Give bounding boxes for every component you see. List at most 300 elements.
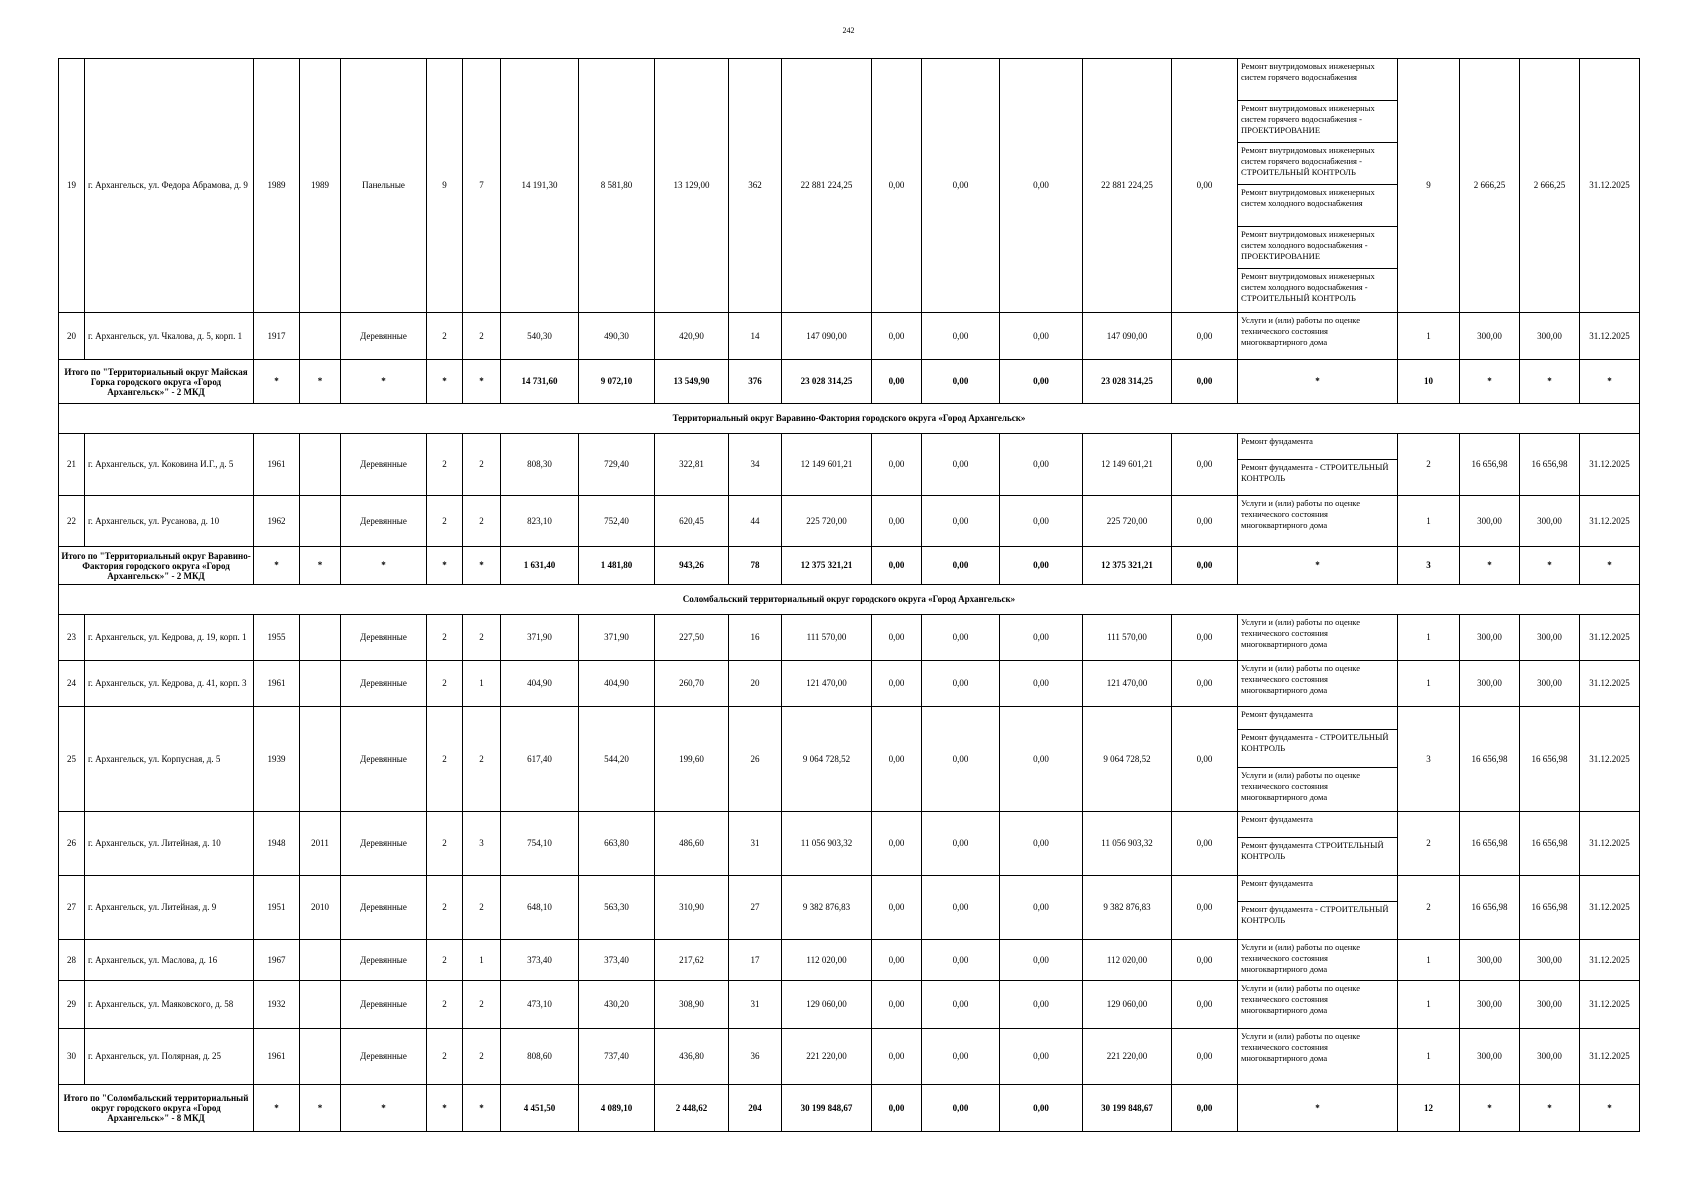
cell-unit1: 300,00 — [1460, 615, 1520, 661]
cell-f-reg: 0,00 — [922, 940, 1000, 981]
cell-work-type: Ремонт внутридомовых инженерных систем холодного водоснабжения - ПРОЕКТИРОВАНИЕ — [1238, 227, 1398, 269]
cell-f-owners: 9 064 728,52 — [1083, 707, 1172, 812]
cell-area-living: 199,60 — [655, 707, 729, 812]
cell-f-reg: 0,00 — [922, 313, 1000, 360]
cell-entrances: 2 — [463, 496, 501, 547]
subtotal-row — [59, 547, 1640, 585]
cell-unit1: 300,00 — [1460, 1029, 1520, 1085]
cell-cost-total: 111 570,00 — [782, 615, 872, 661]
subtotal-row — [59, 360, 1640, 404]
subtotal-f-fund: 0,00 — [872, 1085, 922, 1132]
cell-f-other: 0,00 — [1172, 940, 1238, 981]
subtotal-f-other: 0,00 — [1172, 1085, 1238, 1132]
cell-f-mun: 0,00 — [1000, 812, 1083, 876]
cell-material: Панельные — [341, 59, 427, 313]
subtotal-f2: * — [300, 360, 341, 404]
cell-area-living: 260,70 — [655, 661, 729, 707]
cell-n: 22 — [59, 496, 85, 547]
cell-f-mun: 0,00 — [1000, 615, 1083, 661]
cell-f-fund: 0,00 — [872, 496, 922, 547]
cell-area-living: 308,90 — [655, 981, 729, 1029]
cell-cost-total: 22 881 224,25 — [782, 59, 872, 313]
cell-date: 31.12.2025 — [1580, 661, 1640, 707]
cell-area-total: 754,10 — [501, 812, 579, 876]
cell-n: 29 — [59, 981, 85, 1029]
cell-f-other: 0,00 — [1172, 496, 1238, 547]
cell-f-other: 0,00 — [1172, 707, 1238, 812]
cell-unit1: 300,00 — [1460, 661, 1520, 707]
subtotal-residents: 376 — [729, 360, 782, 404]
cell-area-premises: 430,20 — [579, 981, 655, 1029]
cell-year-repair — [300, 313, 341, 360]
cell-work-type: Ремонт фундамента - СТРОИТЕЛЬНЫЙ КОНТРОЛЬ — [1238, 902, 1398, 940]
cell-date: 31.12.2025 — [1580, 615, 1640, 661]
cell-area-premises: 404,90 — [579, 661, 655, 707]
cell-residents: 17 — [729, 940, 782, 981]
cell-f-mun: 0,00 — [1000, 981, 1083, 1029]
cell-work-type: Ремонт фундамента - СТРОИТЕЛЬНЫЙ КОНТРОЛЬ — [1238, 460, 1398, 496]
cell-work-type: Ремонт внутридомовых инженерных систем горячего водоснабжения - ПРОЕКТИРОВАНИЕ — [1238, 101, 1398, 143]
subtotal-f3: * — [341, 360, 427, 404]
subtotal-f4: * — [427, 1085, 463, 1132]
subtotal-unit1: * — [1460, 1085, 1520, 1132]
cell-area-premises: 490,30 — [579, 313, 655, 360]
cell-f-owners: 121 470,00 — [1083, 661, 1172, 707]
cell-f-owners: 225 720,00 — [1083, 496, 1172, 547]
cell-residents: 27 — [729, 876, 782, 940]
cell-count: 2 — [1398, 434, 1460, 496]
cell-year-repair — [300, 434, 341, 496]
cell-floors: 9 — [427, 59, 463, 313]
cell-unit2: 300,00 — [1520, 981, 1580, 1029]
cell-area-total: 14 191,30 — [501, 59, 579, 313]
cell-unit2: 16 656,98 — [1520, 876, 1580, 940]
subtotal-unit2: * — [1520, 547, 1580, 585]
subtotal-area-living: 2 448,62 — [655, 1085, 729, 1132]
cell-work-type: Услуги и (или) работы по оценке технического состояния многоквартирного дома — [1238, 313, 1398, 360]
subtotal-label: Итого по "Соломбальский территориальный округ городского округа «Город Архангельск»" - 8 МКД — [59, 1085, 254, 1132]
cell-year-built: 1917 — [254, 313, 300, 360]
cell-unit1: 16 656,98 — [1460, 876, 1520, 940]
cell-year-repair: 2011 — [300, 812, 341, 876]
cell-f-other: 0,00 — [1172, 876, 1238, 940]
subtotal-count: 3 — [1398, 547, 1460, 585]
cell-material: Деревянные — [341, 496, 427, 547]
table-row — [59, 876, 1640, 902]
cell-date: 31.12.2025 — [1580, 940, 1640, 981]
cell-unit1: 300,00 — [1460, 981, 1520, 1029]
cell-material: Деревянные — [341, 940, 427, 981]
cell-area-total: 808,60 — [501, 1029, 579, 1085]
cell-f-other: 0,00 — [1172, 59, 1238, 313]
cell-address: г. Архангельск, ул. Федора Абрамова, д. 9 — [85, 59, 254, 313]
cell-f-mun: 0,00 — [1000, 876, 1083, 940]
capital-repair-table — [58, 58, 1640, 1132]
cell-unit2: 300,00 — [1520, 1029, 1580, 1085]
cell-work-type: Услуги и (или) работы по оценке технического состояния многоквартирного дома — [1238, 940, 1398, 981]
cell-material: Деревянные — [341, 1029, 427, 1085]
cell-cost-total: 147 090,00 — [782, 313, 872, 360]
subtotal-cost-total: 23 028 314,25 — [782, 360, 872, 404]
subtotal-f-other: 0,00 — [1172, 360, 1238, 404]
cell-cost-total: 112 020,00 — [782, 940, 872, 981]
cell-year-repair — [300, 940, 341, 981]
table-row — [59, 661, 1640, 707]
cell-n: 20 — [59, 313, 85, 360]
cell-residents: 34 — [729, 434, 782, 496]
cell-date: 31.12.2025 — [1580, 496, 1640, 547]
cell-unit2: 16 656,98 — [1520, 434, 1580, 496]
subtotal-f2: * — [300, 547, 341, 585]
subtotal-area-total: 14 731,60 — [501, 360, 579, 404]
cell-year-built: 1939 — [254, 707, 300, 812]
cell-work-type: Ремонт внутридомовых инженерных систем горячего водоснабжения — [1238, 59, 1398, 101]
cell-n: 25 — [59, 707, 85, 812]
table-row — [59, 981, 1640, 1029]
table-row — [59, 313, 1640, 360]
cell-count: 1 — [1398, 940, 1460, 981]
cell-area-total: 617,40 — [501, 707, 579, 812]
cell-cost-total: 12 149 601,21 — [782, 434, 872, 496]
cell-address: г. Архангельск, ул. Литейная, д. 9 — [85, 876, 254, 940]
cell-year-repair — [300, 707, 341, 812]
cell-residents: 16 — [729, 615, 782, 661]
cell-residents: 26 — [729, 707, 782, 812]
cell-material: Деревянные — [341, 434, 427, 496]
cell-unit2: 16 656,98 — [1520, 707, 1580, 812]
page-number: 242 — [842, 26, 855, 35]
cell-count: 3 — [1398, 707, 1460, 812]
cell-year-repair — [300, 661, 341, 707]
subtotal-f-other: 0,00 — [1172, 547, 1238, 585]
subtotal-f5: * — [463, 360, 501, 404]
cell-work-type: Ремонт фундамента — [1238, 876, 1398, 902]
cell-material: Деревянные — [341, 707, 427, 812]
cell-material: Деревянные — [341, 981, 427, 1029]
cell-area-premises: 371,90 — [579, 615, 655, 661]
subtotal-unit1: * — [1460, 547, 1520, 585]
cell-work-type: Ремонт фундамента СТРОИТЕЛЬНЫЙ КОНТРОЛЬ — [1238, 838, 1398, 876]
cell-address: г. Архангельск, ул. Корпусная, д. 5 — [85, 707, 254, 812]
cell-address: г. Архангельск, ул. Коковина И.Г., д. 5 — [85, 434, 254, 496]
cell-n: 30 — [59, 1029, 85, 1085]
cell-work-type: Ремонт фундамента — [1238, 707, 1398, 730]
cell-f-reg: 0,00 — [922, 59, 1000, 313]
cell-year-built: 1932 — [254, 981, 300, 1029]
cell-address: г. Архангельск, ул. Русанова, д. 10 — [85, 496, 254, 547]
cell-n: 27 — [59, 876, 85, 940]
cell-material: Деревянные — [341, 661, 427, 707]
cell-date: 31.12.2025 — [1580, 313, 1640, 360]
cell-f-mun: 0,00 — [1000, 661, 1083, 707]
cell-entrances: 1 — [463, 661, 501, 707]
cell-unit2: 300,00 — [1520, 615, 1580, 661]
cell-entrances: 2 — [463, 434, 501, 496]
cell-area-living: 310,90 — [655, 876, 729, 940]
subtotal-area-total: 1 631,40 — [501, 547, 579, 585]
cell-year-repair — [300, 981, 341, 1029]
cell-year-repair — [300, 1029, 341, 1085]
cell-f-reg: 0,00 — [922, 876, 1000, 940]
cell-floors: 2 — [427, 434, 463, 496]
cell-f-mun: 0,00 — [1000, 496, 1083, 547]
cell-cost-total: 9 382 876,83 — [782, 876, 872, 940]
table-row — [59, 59, 1640, 101]
cell-year-built: 1948 — [254, 812, 300, 876]
subtotal-f1: * — [254, 547, 300, 585]
cell-date: 31.12.2025 — [1580, 1029, 1640, 1085]
cell-n: 28 — [59, 940, 85, 981]
cell-unit1: 300,00 — [1460, 940, 1520, 981]
cell-area-living: 227,50 — [655, 615, 729, 661]
table-row — [59, 496, 1640, 547]
cell-residents: 44 — [729, 496, 782, 547]
cell-unit1: 2 666,25 — [1460, 59, 1520, 313]
cell-area-premises: 737,40 — [579, 1029, 655, 1085]
cell-f-mun: 0,00 — [1000, 313, 1083, 360]
cell-f-reg: 0,00 — [922, 615, 1000, 661]
cell-f-owners: 22 881 224,25 — [1083, 59, 1172, 313]
cell-entrances: 2 — [463, 876, 501, 940]
cell-floors: 2 — [427, 707, 463, 812]
cell-unit1: 300,00 — [1460, 496, 1520, 547]
cell-f-fund: 0,00 — [872, 615, 922, 661]
cell-f-mun: 0,00 — [1000, 59, 1083, 313]
cell-area-premises: 752,40 — [579, 496, 655, 547]
cell-date: 31.12.2025 — [1580, 812, 1640, 876]
cell-floors: 2 — [427, 876, 463, 940]
subtotal-area-living: 13 549,90 — [655, 360, 729, 404]
subtotal-work: * — [1238, 360, 1398, 404]
cell-f-reg: 0,00 — [922, 661, 1000, 707]
cell-f-fund: 0,00 — [872, 59, 922, 313]
cell-date: 31.12.2025 — [1580, 59, 1640, 313]
cell-n: 19 — [59, 59, 85, 313]
subtotal-area-premises: 4 089,10 — [579, 1085, 655, 1132]
cell-unit2: 300,00 — [1520, 496, 1580, 547]
cell-unit2: 300,00 — [1520, 940, 1580, 981]
subtotal-f4: * — [427, 547, 463, 585]
cell-work-type: Услуги и (или) работы по оценке технического состояния многоквартирного дома — [1238, 615, 1398, 661]
cell-area-living: 322,81 — [655, 434, 729, 496]
subtotal-f1: * — [254, 1085, 300, 1132]
cell-f-fund: 0,00 — [872, 981, 922, 1029]
cell-f-owners: 112 020,00 — [1083, 940, 1172, 981]
subtotal-area-living: 943,26 — [655, 547, 729, 585]
cell-f-fund: 0,00 — [872, 812, 922, 876]
cell-area-total: 404,90 — [501, 661, 579, 707]
cell-count: 1 — [1398, 313, 1460, 360]
cell-work-type: Услуги и (или) работы по оценке технического состояния многоквартирного дома — [1238, 661, 1398, 707]
cell-f-other: 0,00 — [1172, 434, 1238, 496]
cell-residents: 20 — [729, 661, 782, 707]
subtotal-count: 10 — [1398, 360, 1460, 404]
cell-address: г. Архангельск, ул. Чкалова, д. 5, корп. 1 — [85, 313, 254, 360]
cell-area-total: 648,10 — [501, 876, 579, 940]
cell-area-premises: 663,80 — [579, 812, 655, 876]
cell-address: г. Архангельск, ул. Кедрова, д. 19, корп. 1 — [85, 615, 254, 661]
table-row — [59, 707, 1640, 730]
cell-date: 31.12.2025 — [1580, 707, 1640, 812]
table-row — [59, 615, 1640, 661]
cell-area-living: 620,45 — [655, 496, 729, 547]
table-row — [59, 812, 1640, 838]
cell-entrances: 2 — [463, 707, 501, 812]
district-heading: Соломбальский территориальный округ городского округа «Город Архангельск» — [59, 585, 1640, 615]
cell-f-mun: 0,00 — [1000, 434, 1083, 496]
subtotal-work: * — [1238, 547, 1398, 585]
cell-floors: 2 — [427, 940, 463, 981]
subtotal-f3: * — [341, 547, 427, 585]
cell-area-premises: 373,40 — [579, 940, 655, 981]
cell-work-type: Ремонт фундамента — [1238, 434, 1398, 460]
cell-work-type: Услуги и (или) работы по оценке технического состояния многоквартирного дома — [1238, 768, 1398, 812]
subtotal-f-reg: 0,00 — [922, 1085, 1000, 1132]
cell-f-owners: 129 060,00 — [1083, 981, 1172, 1029]
cell-area-total: 473,10 — [501, 981, 579, 1029]
cell-area-premises: 8 581,80 — [579, 59, 655, 313]
cell-cost-total: 225 720,00 — [782, 496, 872, 547]
cell-f-other: 0,00 — [1172, 661, 1238, 707]
cell-f-owners: 147 090,00 — [1083, 313, 1172, 360]
cell-floors: 2 — [427, 981, 463, 1029]
subtotal-f-owners: 23 028 314,25 — [1083, 360, 1172, 404]
subtotal-label: Итого по "Территориальный округ Майская Горка городского округа «Город Архангельск»" - 2 МКД — [59, 360, 254, 404]
cell-floors: 2 — [427, 812, 463, 876]
cell-area-living: 436,80 — [655, 1029, 729, 1085]
subtotal-count: 12 — [1398, 1085, 1460, 1132]
cell-year-built: 1989 — [254, 59, 300, 313]
cell-n: 23 — [59, 615, 85, 661]
cell-work-type: Ремонт внутридомовых инженерных систем холодного водоснабжения - СТРОИТЕЛЬНЫЙ КОНТРОЛЬ — [1238, 269, 1398, 313]
cell-f-mun: 0,00 — [1000, 707, 1083, 812]
cell-cost-total: 129 060,00 — [782, 981, 872, 1029]
cell-date: 31.12.2025 — [1580, 434, 1640, 496]
cell-floors: 2 — [427, 661, 463, 707]
cell-unit1: 16 656,98 — [1460, 434, 1520, 496]
cell-count: 1 — [1398, 981, 1460, 1029]
cell-residents: 31 — [729, 981, 782, 1029]
cell-f-fund: 0,00 — [872, 313, 922, 360]
cell-f-fund: 0,00 — [872, 661, 922, 707]
cell-n: 26 — [59, 812, 85, 876]
subtotal-area-total: 4 451,50 — [501, 1085, 579, 1132]
cell-f-owners: 9 382 876,83 — [1083, 876, 1172, 940]
cell-area-total: 373,40 — [501, 940, 579, 981]
cell-year-repair — [300, 615, 341, 661]
cell-address: г. Архангельск, ул. Полярная, д. 25 — [85, 1029, 254, 1085]
cell-cost-total: 9 064 728,52 — [782, 707, 872, 812]
cell-work-type: Ремонт фундамента - СТРОИТЕЛЬНЫЙ КОНТРОЛЬ — [1238, 730, 1398, 768]
district-heading-row — [59, 585, 1640, 615]
cell-floors: 2 — [427, 1029, 463, 1085]
cell-f-fund: 0,00 — [872, 940, 922, 981]
cell-area-total: 540,30 — [501, 313, 579, 360]
table-row — [59, 1029, 1640, 1085]
cell-entrances: 2 — [463, 615, 501, 661]
cell-address: г. Архангельск, ул. Литейная, д. 10 — [85, 812, 254, 876]
cell-material: Деревянные — [341, 812, 427, 876]
cell-date: 31.12.2025 — [1580, 981, 1640, 1029]
cell-work-type: Услуги и (или) работы по оценке технического состояния многоквартирного дома — [1238, 1029, 1398, 1085]
cell-year-built: 1962 — [254, 496, 300, 547]
cell-f-mun: 0,00 — [1000, 940, 1083, 981]
subtotal-label: Итого по "Территориальный округ Варавино-Фактория городского округа «Город Архангельск»" - 2 МКД — [59, 547, 254, 585]
cell-year-built: 1961 — [254, 1029, 300, 1085]
subtotal-f-fund: 0,00 — [872, 360, 922, 404]
subtotal-residents: 78 — [729, 547, 782, 585]
subtotal-f-fund: 0,00 — [872, 547, 922, 585]
subtotal-work: * — [1238, 1085, 1398, 1132]
district-heading-row — [59, 404, 1640, 434]
cell-cost-total: 221 220,00 — [782, 1029, 872, 1085]
cell-f-reg: 0,00 — [922, 981, 1000, 1029]
cell-cost-total: 11 056 903,32 — [782, 812, 872, 876]
cell-f-owners: 111 570,00 — [1083, 615, 1172, 661]
cell-n: 24 — [59, 661, 85, 707]
cell-residents: 14 — [729, 313, 782, 360]
subtotal-f1: * — [254, 360, 300, 404]
cell-f-reg: 0,00 — [922, 434, 1000, 496]
subtotal-date: * — [1580, 360, 1640, 404]
cell-year-built: 1961 — [254, 661, 300, 707]
cell-material: Деревянные — [341, 313, 427, 360]
cell-address: г. Архангельск, ул. Кедрова, д. 41, корп. 3 — [85, 661, 254, 707]
subtotal-unit2: * — [1520, 1085, 1580, 1132]
cell-work-type: Ремонт фундамента — [1238, 812, 1398, 838]
cell-year-built: 1955 — [254, 615, 300, 661]
subtotal-f-reg: 0,00 — [922, 360, 1000, 404]
cell-count: 1 — [1398, 661, 1460, 707]
cell-work-type: Ремонт внутридомовых инженерных систем горячего водоснабжения - СТРОИТЕЛЬНЫЙ КОНТРОЛЬ — [1238, 143, 1398, 185]
cell-year-built: 1967 — [254, 940, 300, 981]
subtotal-f-owners: 30 199 848,67 — [1083, 1085, 1172, 1132]
cell-area-premises: 563,30 — [579, 876, 655, 940]
cell-area-living: 420,90 — [655, 313, 729, 360]
subtotal-residents: 204 — [729, 1085, 782, 1132]
subtotal-f5: * — [463, 547, 501, 585]
cell-address: г. Архангельск, ул. Маслова, д. 16 — [85, 940, 254, 981]
cell-year-repair: 2010 — [300, 876, 341, 940]
cell-floors: 2 — [427, 496, 463, 547]
subtotal-f3: * — [341, 1085, 427, 1132]
cell-f-other: 0,00 — [1172, 313, 1238, 360]
cell-date: 31.12.2025 — [1580, 876, 1640, 940]
cell-area-total: 823,10 — [501, 496, 579, 547]
cell-area-living: 217,62 — [655, 940, 729, 981]
cell-entrances: 2 — [463, 313, 501, 360]
subtotal-area-premises: 1 481,80 — [579, 547, 655, 585]
cell-unit2: 2 666,25 — [1520, 59, 1580, 313]
cell-work-type: Услуги и (или) работы по оценке технического состояния многоквартирного дома — [1238, 496, 1398, 547]
cell-entrances: 7 — [463, 59, 501, 313]
cell-count: 1 — [1398, 496, 1460, 547]
cell-area-premises: 544,20 — [579, 707, 655, 812]
subtotal-area-premises: 9 072,10 — [579, 360, 655, 404]
cell-unit2: 300,00 — [1520, 661, 1580, 707]
subtotal-f5: * — [463, 1085, 501, 1132]
cell-n: 21 — [59, 434, 85, 496]
cell-f-mun: 0,00 — [1000, 1029, 1083, 1085]
cell-f-reg: 0,00 — [922, 812, 1000, 876]
cell-unit1: 16 656,98 — [1460, 812, 1520, 876]
subtotal-unit2: * — [1520, 360, 1580, 404]
subtotal-date: * — [1580, 1085, 1640, 1132]
cell-area-premises: 729,40 — [579, 434, 655, 496]
cell-cost-total: 121 470,00 — [782, 661, 872, 707]
cell-area-living: 13 129,00 — [655, 59, 729, 313]
cell-work-type: Услуги и (или) работы по оценке технического состояния многоквартирного дома — [1238, 981, 1398, 1029]
